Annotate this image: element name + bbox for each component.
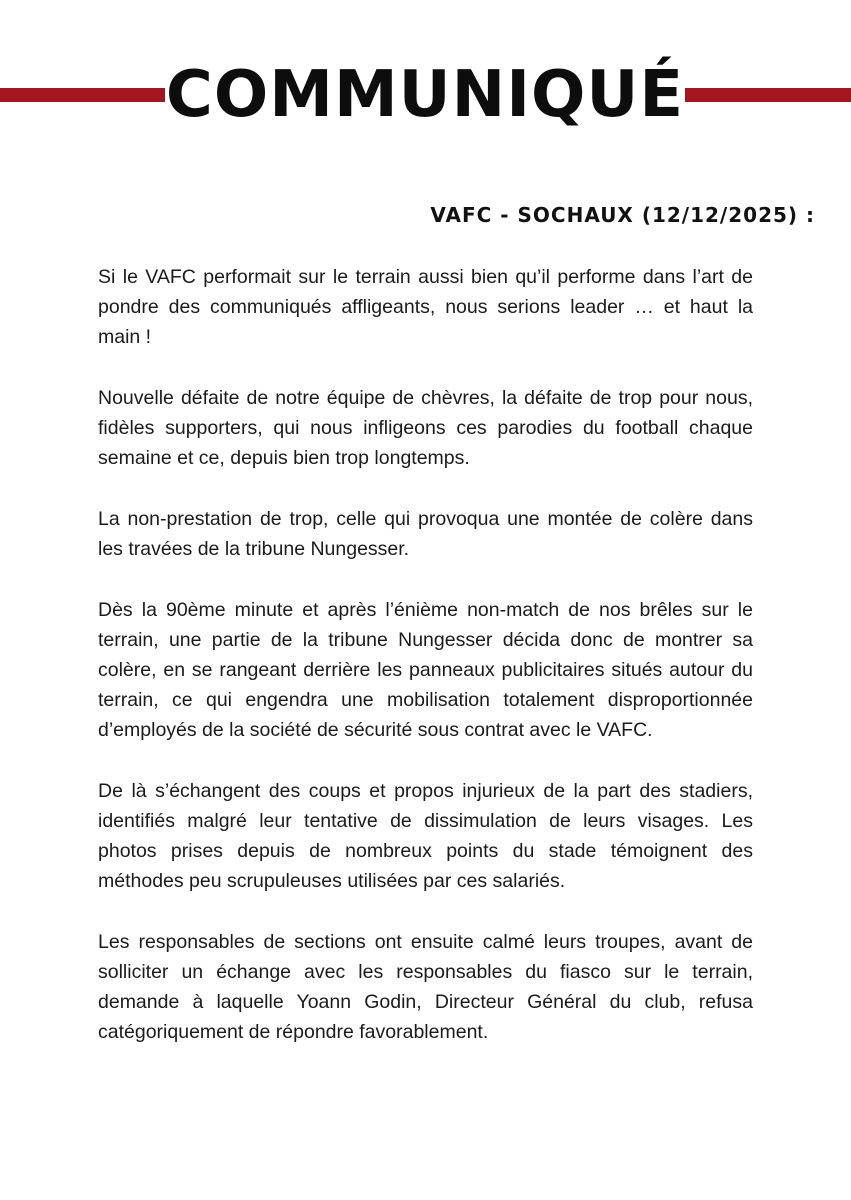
page-title: COMMUNIQUÉ (165, 58, 685, 132)
paragraph-5: De là s’échangent des coups et propos injurieux de la part des stadiers, identifiés malgré leur tentative de dissimulation de leurs visages. Les photos prises depuis de nombreux points du stade témoignent des méthodes peu scrupuleuses utilisées par ces salariés. (98, 780, 753, 892)
header-rule-left (0, 88, 165, 102)
communique-body (98, 262, 753, 1078)
communique-header (0, 40, 851, 150)
paragraph-2: Nouvelle défaite de notre équipe de chèvres, la défaite de trop pour nous, fidèles supporters, qui nous infligeons ces parodies du football chaque semaine et ce, depuis bien trop longtemps. (98, 387, 753, 469)
paragraph-1: Si le VAFC performait sur le terrain aussi bien qu’il performe dans l’art de pondre des communiqués affligeants, nous serions leader … et haut la main ! (98, 266, 753, 348)
paragraph-3: La non-prestation de trop, celle qui provoqua une montée de colère dans les travées de la tribune Nungesser. (98, 508, 753, 560)
paragraph-6: Les responsables de sections ont ensuite calmé leurs troupes, avant de solliciter un échange avec les responsables du fiasco sur le terrain, demande à laquelle Yoann Godin, Directeur Général du club, refusa catégoriquement de répondre favorablement. (98, 931, 753, 1043)
paragraph-4: Dès la 90ème minute et après l’énième non-match de nos brêles sur le terrain, une partie de la tribune Nungesser décida donc de montrer sa colère, en se rangeant derrière les panneaux publicitaires situés autour du terrain, ce qui engendra une mobilisation totalement disproportionnée d’employés de la société de sécurité sous contrat avec le VAFC. (98, 599, 753, 741)
header-rule-right (685, 88, 851, 102)
match-heading: VAFC - SOCHAUX (12/12/2025) : (430, 203, 815, 227)
